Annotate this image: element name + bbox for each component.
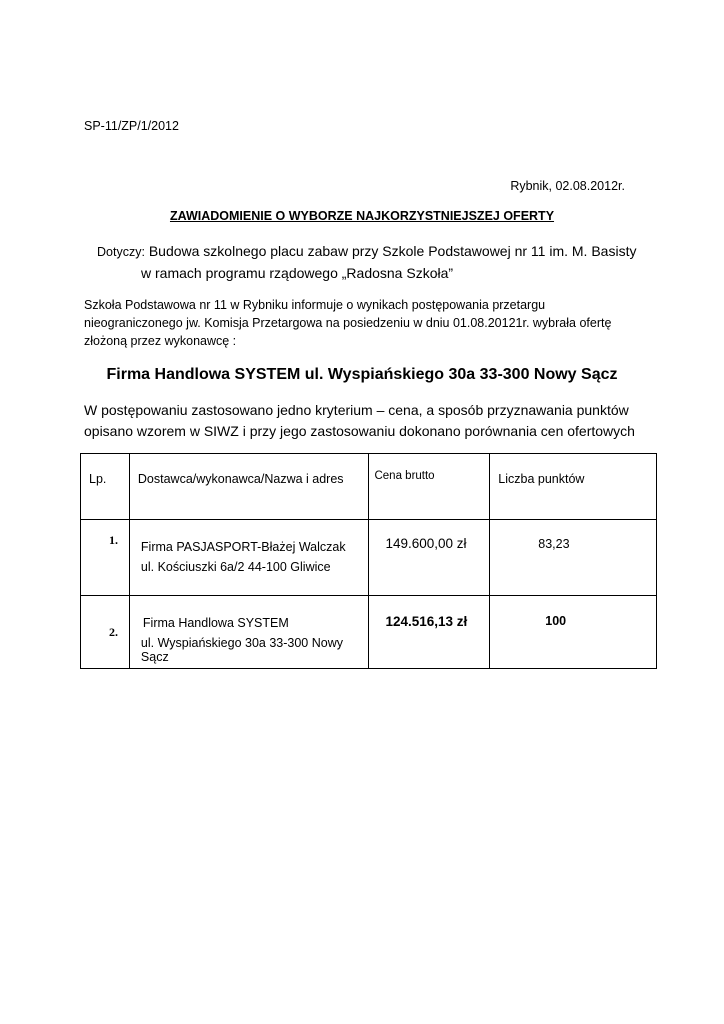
intro-line-2: nieograniczonego jw. Komisja Przetargowa na posiedzeniu w dniu 01.08.20121r. wybrała ofertę xyxy=(84,316,612,330)
header-lp: Lp. xyxy=(89,472,107,486)
header-price: Cena brutto xyxy=(374,470,435,482)
place-and-date: Rybnik, 02.08.2012r. xyxy=(510,179,625,193)
document-reference: SP-11/ZP/1/2012 xyxy=(84,119,179,133)
table-header-row xyxy=(81,454,657,520)
offer-points: 83,23 xyxy=(538,537,570,551)
supplier-name: Firma PASJASPORT-Błażej Walczak xyxy=(140,540,346,554)
intro-line-3: złożoną przez wykonawcę : xyxy=(84,334,237,348)
offer-price: 149.600,00 zł xyxy=(385,536,467,551)
concerns-text-1: Budowa szkolnego placu zabaw przy Szkole Podstawowej nr 11 im. M. Basisty xyxy=(148,243,637,259)
supplier-address: ul. Kościuszki 6a/2 44-100 Gliwice xyxy=(140,560,331,574)
concerns-label: Dotyczy: xyxy=(97,245,145,259)
offers-table xyxy=(80,453,657,669)
method-line-1: W postępowaniu zastosowano jedno kryterium – cena, a sposób przyznawania punktów xyxy=(84,402,629,418)
offer-points: 100 xyxy=(545,614,567,628)
header-points: Liczba punktów xyxy=(498,472,585,486)
table-row xyxy=(81,520,657,596)
row-number: 2. xyxy=(109,625,118,639)
supplier-name: Firma Handlowa SYSTEM xyxy=(142,616,289,630)
offer-price: 124.516,13 zł xyxy=(385,614,468,629)
document-title: ZAWIADOMIENIE O WYBORZE NAJKORZYSTNIEJSZEJ OFERTY xyxy=(169,209,555,223)
table-row xyxy=(81,596,657,669)
intro-line-1: Szkoła Podstawowa nr 11 w Rybniku informuje o wynikach postępowania przetargu xyxy=(84,298,546,312)
supplier-address: ul. Wyspiańskiego 30a 33-300 Nowy Sącz xyxy=(140,636,343,664)
concerns-line-2: w ramach programu rządowego „Radosna Szkoła” xyxy=(141,265,454,281)
method-line-2: opisano wzorem w SIWZ i przy jego zastosowaniu dokonano porównania cen ofertowych xyxy=(84,423,635,439)
header-supplier: Dostawca/wykonawca/Nazwa i adres xyxy=(137,472,344,486)
winning-offer: Firma Handlowa SYSTEM ul. Wyspiańskiego 30a 33-300 Nowy Sącz xyxy=(106,366,618,383)
method-paragraph xyxy=(84,400,635,442)
concerns-line-1 xyxy=(97,243,636,259)
row-number: 1. xyxy=(109,533,118,547)
intro-paragraph xyxy=(84,296,644,350)
